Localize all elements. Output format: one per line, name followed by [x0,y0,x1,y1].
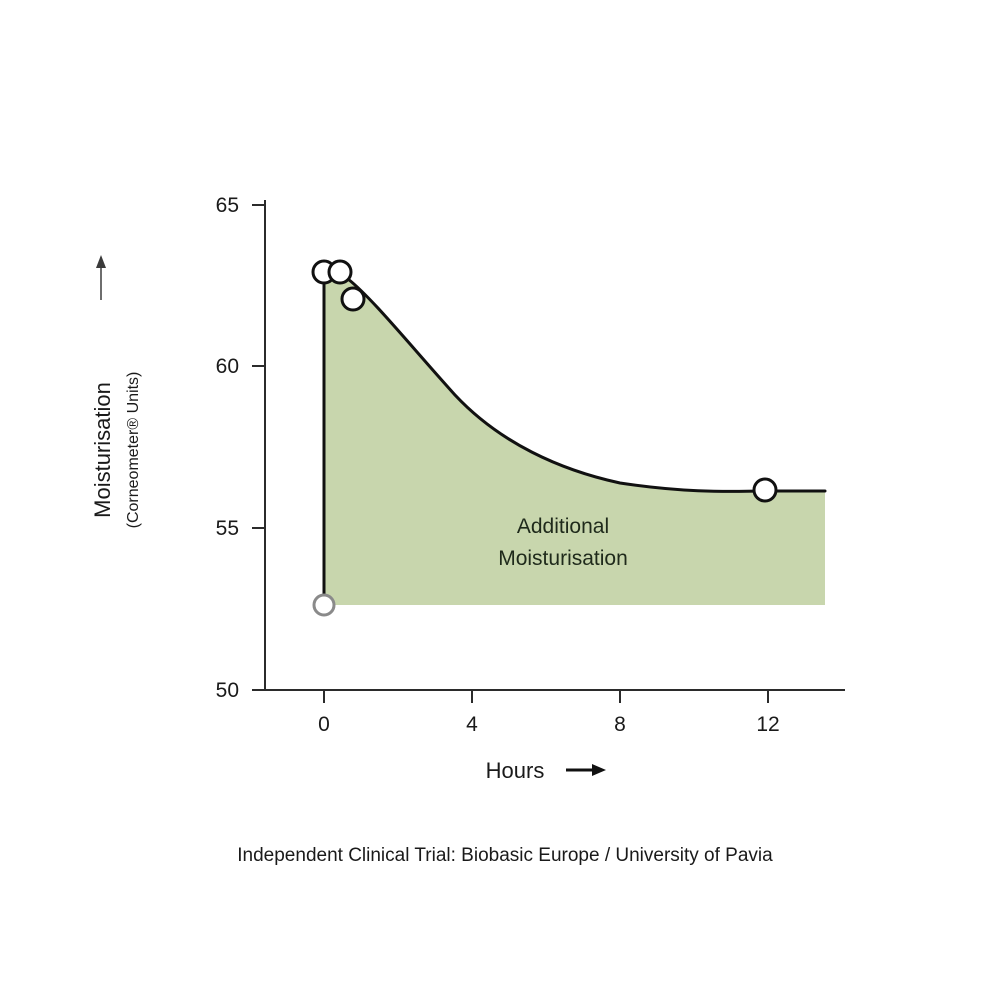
area-annotation-line-2: Moisturisation [498,547,628,570]
data-point-baseline [314,595,334,615]
y-tick-label-0: 50 [215,679,239,702]
data-point-12h [754,479,776,501]
x-tick-label-1: 4 [466,713,478,736]
data-point-0-5h [329,261,351,283]
y-tick-label-3: 65 [215,194,239,217]
y-tick-label-1: 55 [215,517,239,540]
area-annotation-line-1: Additional [516,515,610,538]
x-tick-label-0: 0 [318,713,330,736]
x-tick-label-2: 8 [614,713,626,736]
x-axis-title: Hours [485,758,545,783]
data-point-1h [342,288,364,310]
x-tick-label-3: 12 [756,713,780,736]
x-axis-direction-arrow [566,764,606,776]
y-axis-direction-arrow [96,255,106,300]
chart-caption: Independent Clinical Trial: Biobasic Europe / University of Pavia [237,845,773,866]
y-axis-subtitle: (Corneometer® Units) [125,371,142,529]
y-tick-label-2: 60 [215,355,239,378]
y-axis-title: Moisturisation [90,382,115,518]
